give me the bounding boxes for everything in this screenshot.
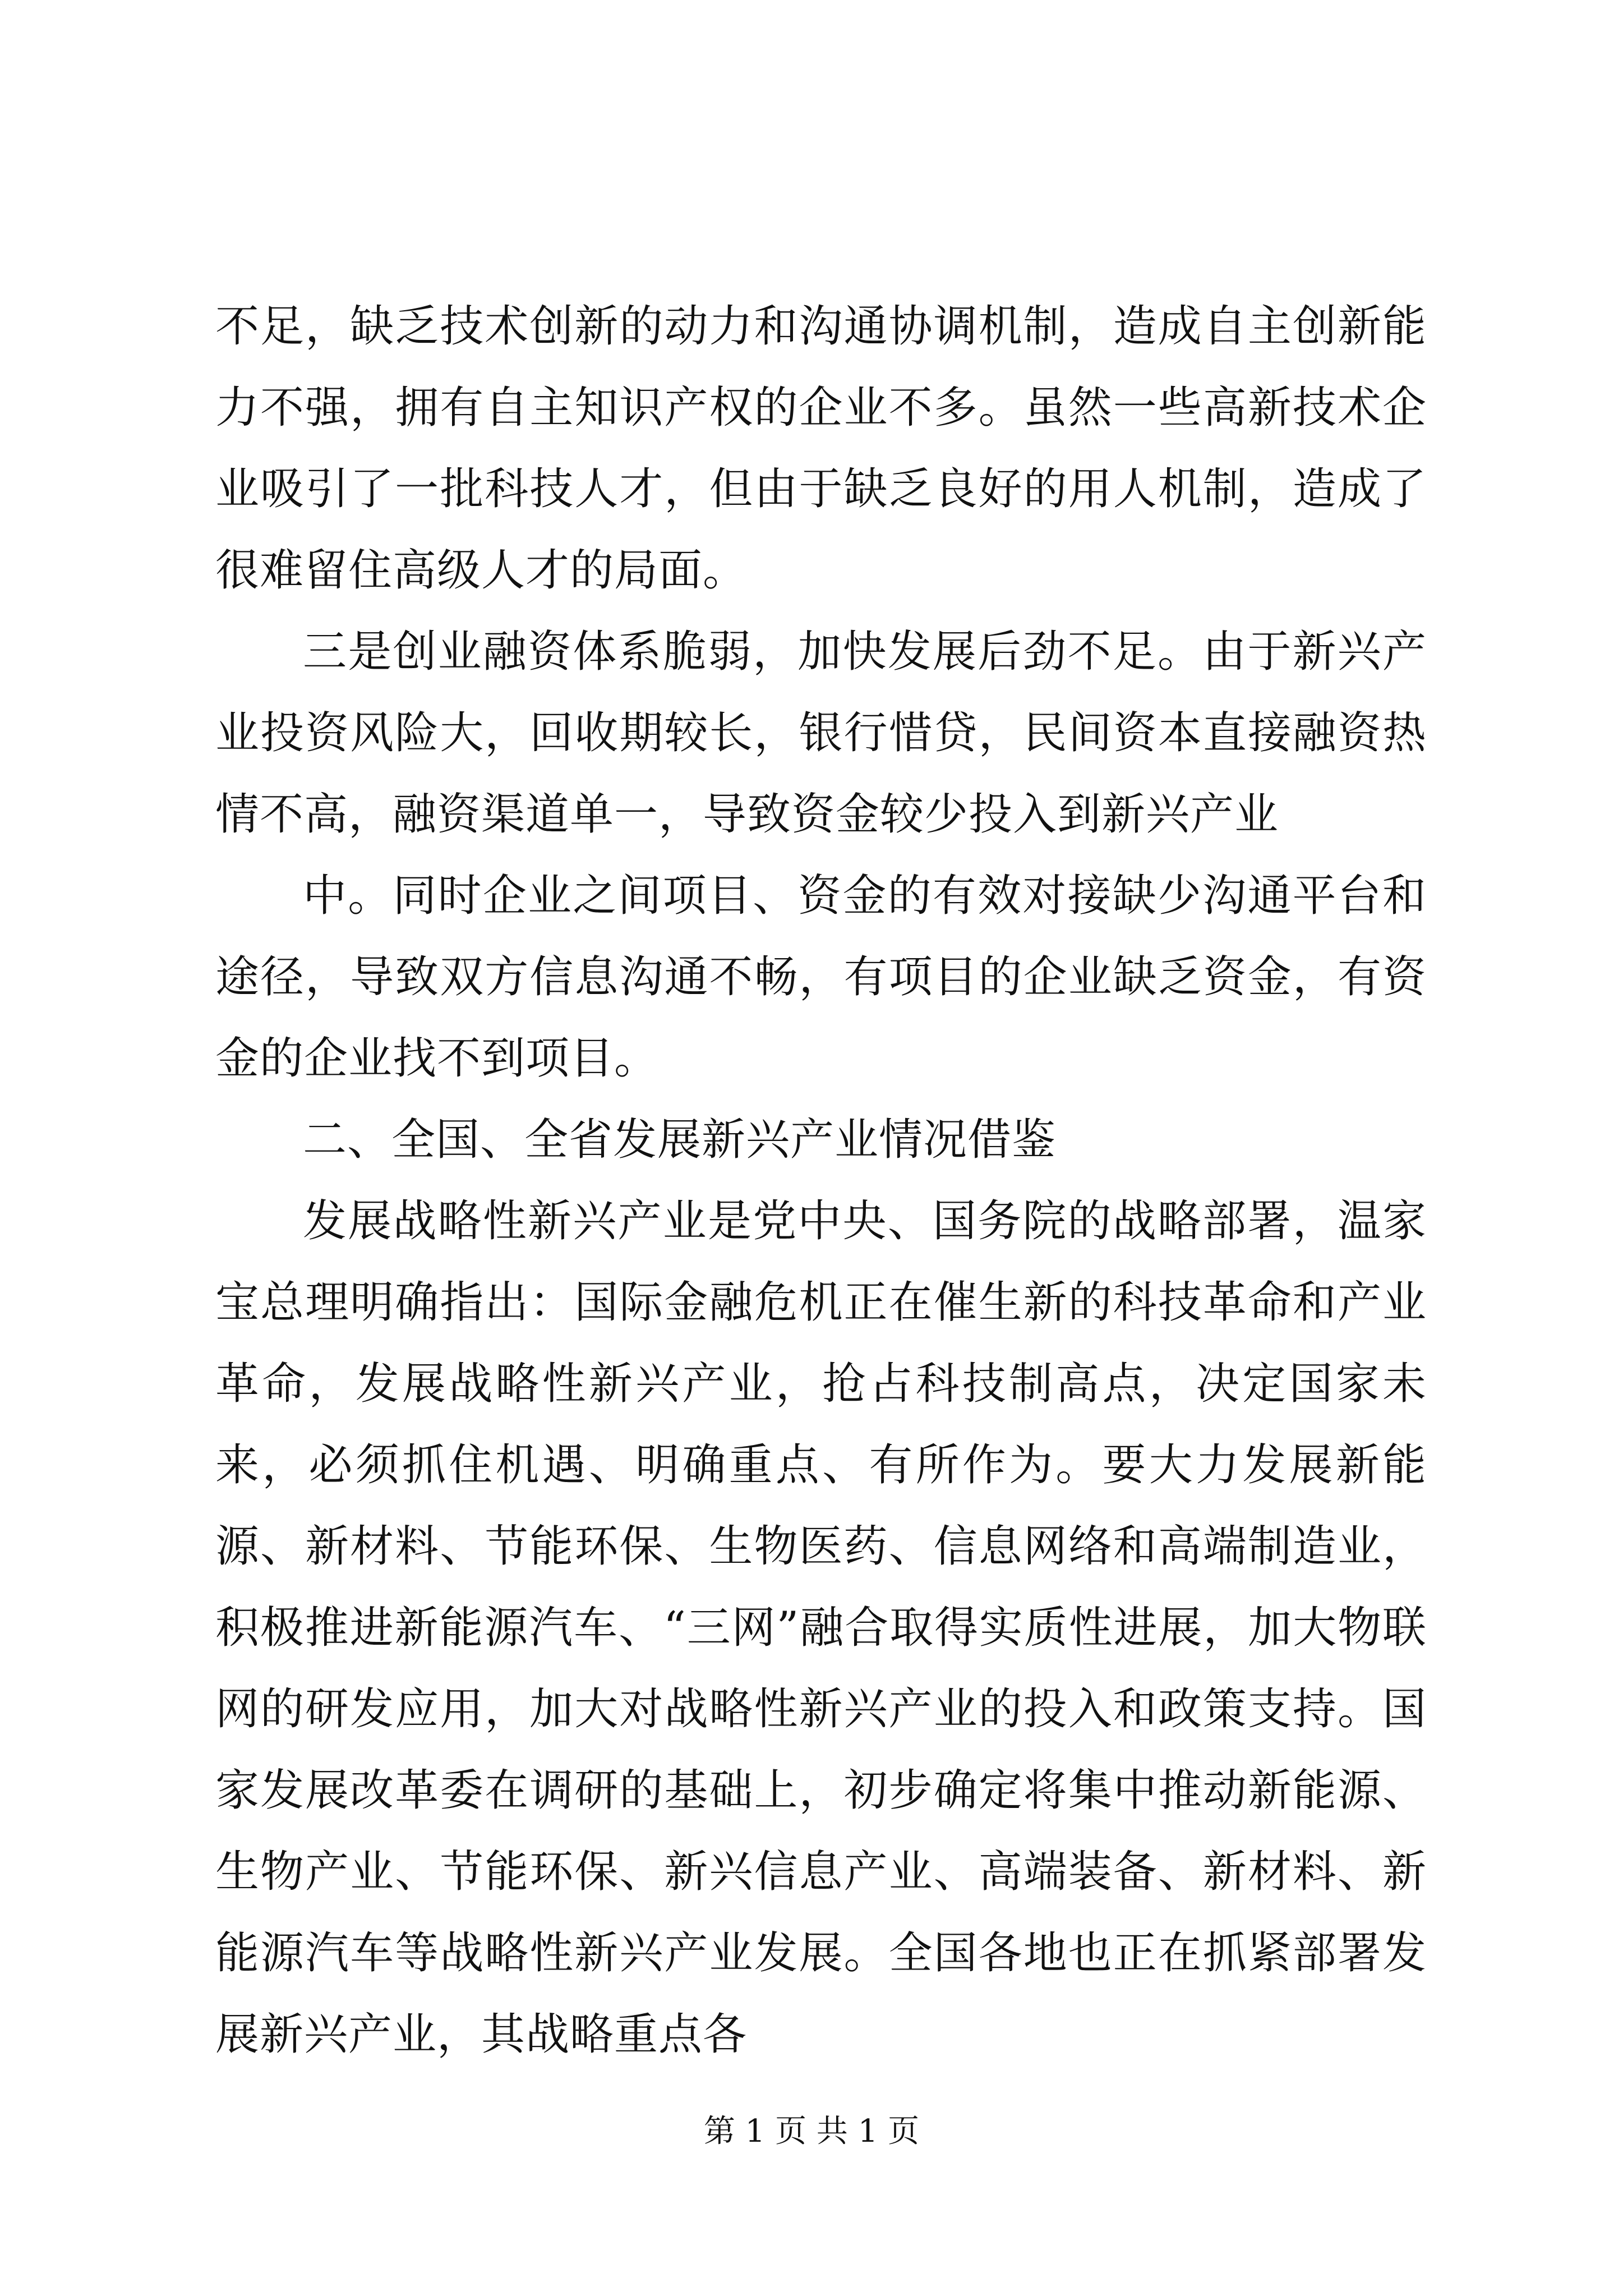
- page-footer: 第 1 页 共 1 页: [703, 2113, 920, 2150]
- paragraph-financing-system: 三是创业融资体系脆弱，加快发展后劲不足。由于新兴产业投资风险大，回收期较长，银行惜贷，民间资本直接融资热情不高，融资渠道单一，导致资金较少投入到新兴产业: [215, 627, 1427, 840]
- section-heading: 二、全国、全省发展新兴产业情况借鉴: [303, 1115, 1057, 1165]
- document-body: [215, 286, 1427, 2076]
- paragraph-project-funding: 中。同时企业之间项目、资金的有效对接缺少沟通平台和途径，导致双方信息沟通不畅，有项目的企业缺乏资金，有资金的企业找不到项目。: [215, 871, 1427, 1084]
- paragraph-national-strategy: 发展战略性新兴产业是党中央、国务院的战略部署，温家宝总理明确指出：国际金融危机正在催生新的科技革命和产业革命，发展战略性新兴产业，抢占科技制高点，决定国家未来，必须抓住机遇、明确重点、有所作为。要大力发展新能源、新材料、节能环保、生物医药、信息网络和高端制造业，积极推进新能源汽车、“三网”融合取得实质性进展，加大物联网的研发应用，加大对战略性新兴产业的投入和政策支持。国家发展改革委在调研的基础上，初步确定将集中推动新能源、生物产业、节能环保、新兴信息产业、高端装备、新材料、新能源汽车等战略性新兴产业发展。全国各地也正在抓紧部署发展新兴产业，其战略重点各: [215, 1196, 1427, 2060]
- paragraph-continuation: 不足，缺乏技术创新的动力和沟通协调机制，造成自主创新能力不强，拥有自主知识产权的企业不多。虽然一些高新技术企业吸引了一批科技人才，但由于缺乏良好的用人机制，造成了很难留住高级人才的局面。: [215, 301, 1427, 596]
